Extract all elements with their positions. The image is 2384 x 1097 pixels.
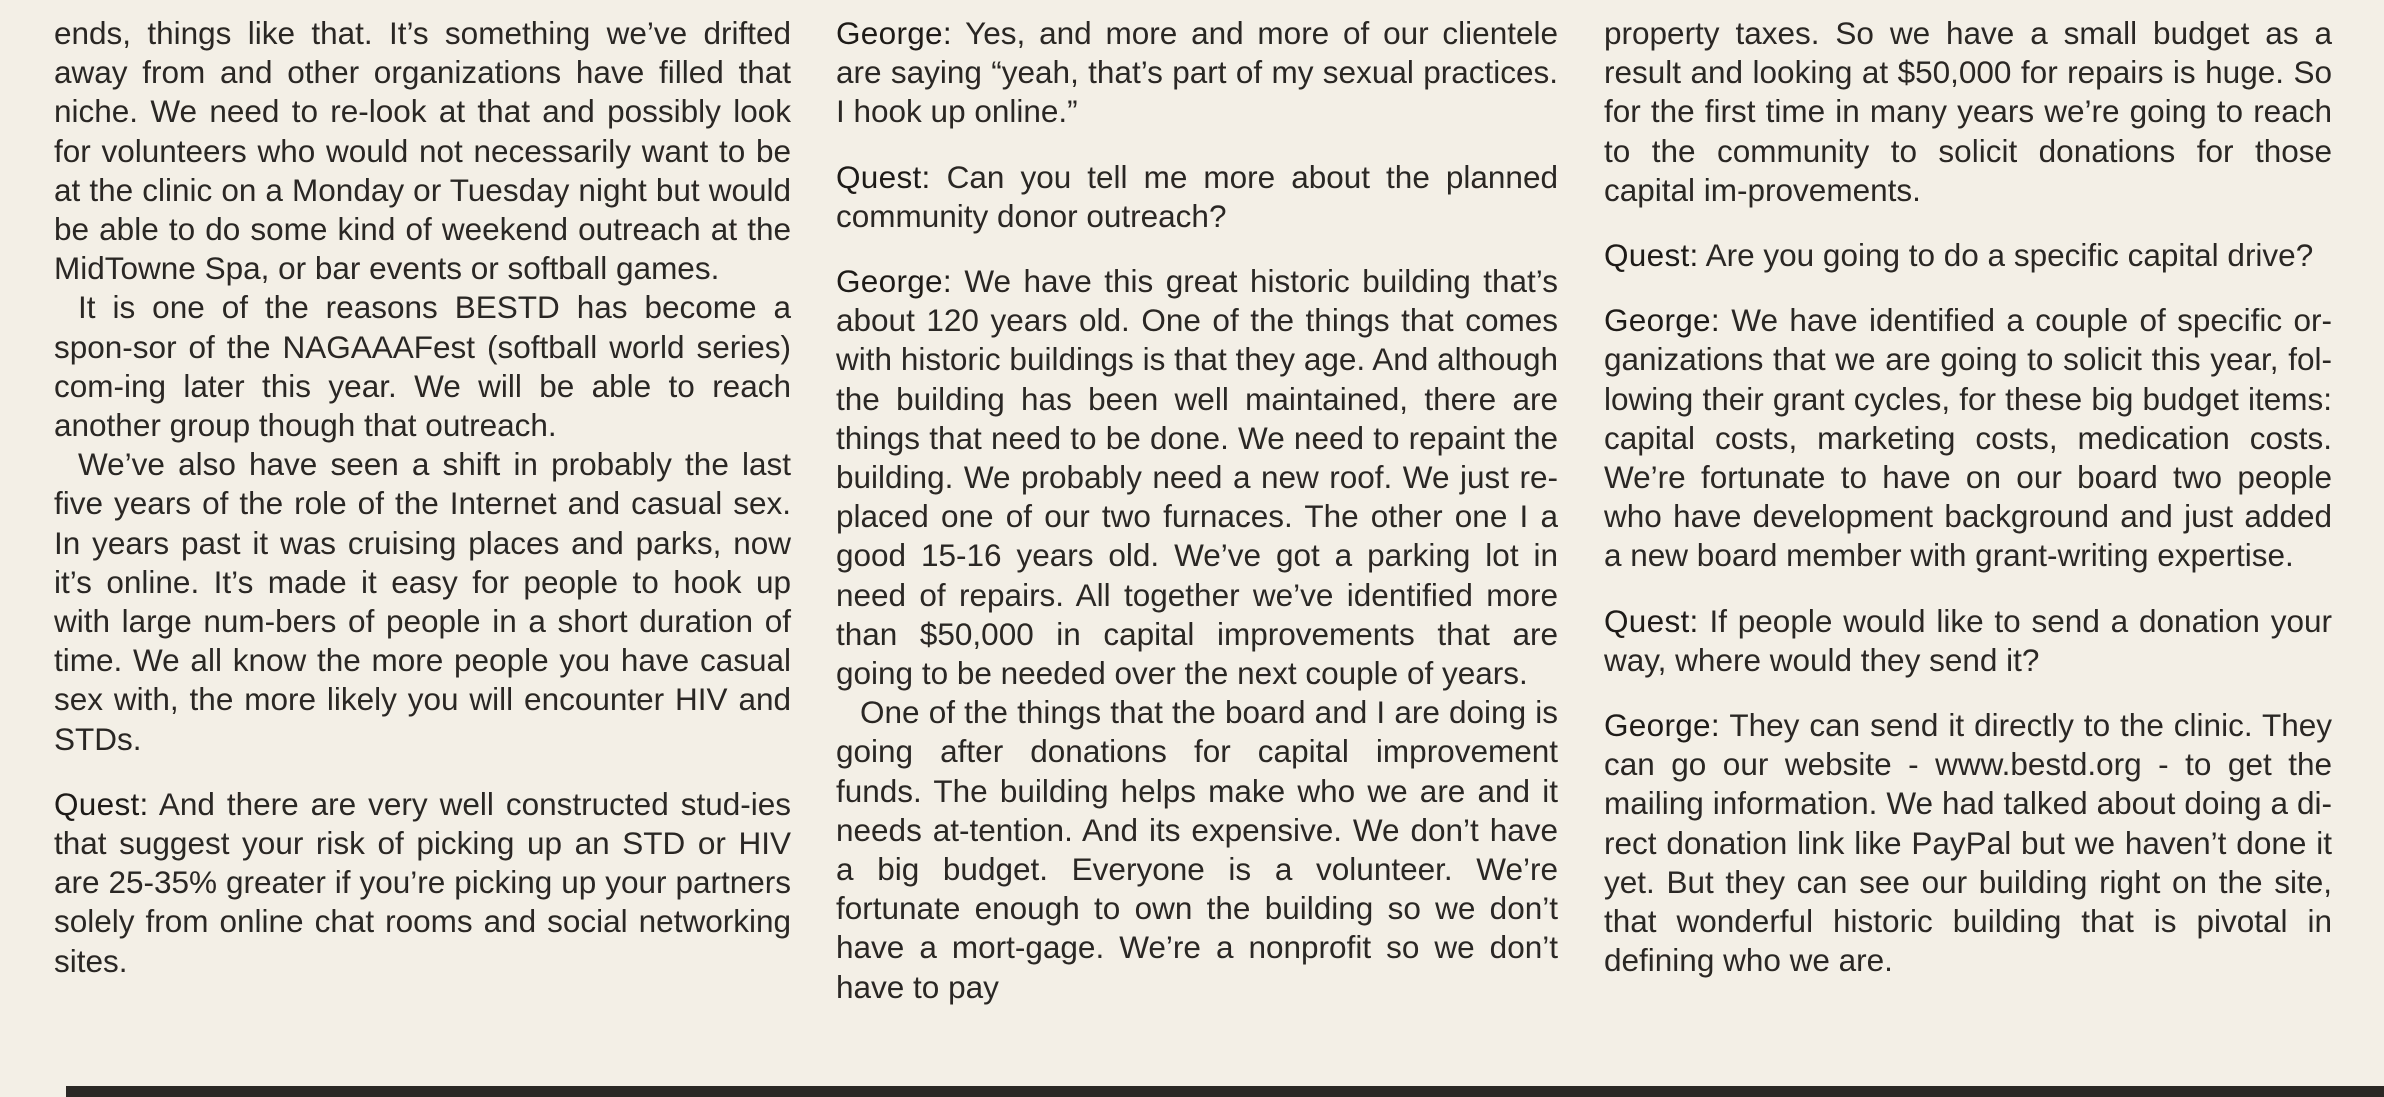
paragraph-text: One of the things that the board and I are doing is going after donations for capital improvement funds. The building helps make who we are and it needs at-tention. And its expensive. We don’t have a big budget. Everyone is a volunteer. We’re fortunate enough to own the building so we don’t have a mort-gage. We’re a nonprofit so we don’t have to pay	[836, 694, 1558, 1005]
paragraph	[1604, 602, 2332, 680]
paragraph	[54, 14, 791, 288]
paragraph	[1604, 301, 2332, 575]
bottom-rule	[66, 1086, 2384, 1097]
paragraph	[836, 158, 1558, 236]
paragraph-text: Are you going to do a specific capital drive?	[1705, 237, 2314, 274]
paragraph-text: We’ve also have seen a shift in probably the last five years of the role of the Internet and casual sex. In years past it was cruising places and parks, now it’s online. It’s made it easy for people to hook up with large num-bers of people in a short duration of time. We all know the more people you have casual sex with, the more likely you will encounter HIV and STDs.	[54, 446, 791, 757]
paragraph	[836, 262, 1558, 693]
speaker-label: George:	[836, 263, 952, 300]
paragraph-text: It is one of the reasons BESTD has become a spon-sor of the NAGAAAFest (softball world series) com-ing later this year. We will be able to reach another group though that outreach.	[54, 289, 791, 444]
paragraph-text: And there are very well constructed stud-ies that suggest your risk of picking up an STD or HIV are 25-35% greater if you’re picking up your partners solely from online chat rooms and social networking sites.	[54, 785, 791, 979]
paragraph	[836, 14, 1558, 132]
paragraph	[1604, 14, 2332, 210]
paragraph-text: ends, things like that. It’s something we’ve drifted away from and other organizations have filled that niche. We need to re-look at that and possibly look for volunteers who would not necessarily want to be at the clinic on a Monday or Tuesday night but would be able to do some kind of weekend outreach at the MidTowne Spa, or bar events or softball games.	[54, 15, 791, 287]
speaker-label: George:	[1604, 302, 1720, 339]
speaker-label: George:	[836, 15, 952, 51]
speaker-label: Quest:	[1604, 602, 1699, 639]
column-1	[54, 14, 791, 981]
speaker-label: Quest:	[1604, 237, 1699, 274]
speaker-label: Quest:	[836, 158, 931, 195]
paragraph-text: We have identified a couple of specific or-ganizations that we are going to solicit this year, fol-lowing their grant cycles, for these big budget items: capital costs, marketing costs, medication costs. We’re fortunate to have on our board two people who have development background and just added a new board member with grant-writing expertise.	[1604, 302, 2332, 574]
paragraph	[836, 693, 1558, 1007]
paragraph	[54, 288, 791, 445]
paragraph	[1604, 706, 2332, 980]
paragraph	[54, 785, 791, 981]
column-3	[1604, 14, 2332, 980]
paragraph	[1604, 236, 2332, 275]
speaker-label: Quest:	[54, 785, 149, 822]
speaker-label: George:	[1604, 707, 1720, 744]
paragraph-text: If people would like to send a donation your way, where would they send it?	[1604, 602, 2332, 678]
paragraph-text: Can you tell me more about the planned community donor outreach?	[836, 158, 1558, 234]
paragraph-text: They can send it directly to the clinic. They can go our website - www.bestd.org - to get the mailing information. We had talked about doing a di-rect donation link like PayPal but we haven’t done it yet. But they can see our building right on the site, that wonderful historic building that is pivotal in defining who we are.	[1604, 707, 2332, 979]
paragraph-text: Yes, and more and more of our clientele are saying “yeah, that’s part of my sexual practices. I hook up online.”	[836, 15, 1558, 130]
paragraph	[54, 445, 791, 759]
column-2	[836, 14, 1558, 1007]
paragraph-text: property taxes. So we have a small budget as a result and looking at $50,000 for repairs is huge. So for the first time in many years we’re going to reach to the community to solicit donations for those capital im-provements.	[1604, 15, 2332, 208]
paragraph-text: We have this great historic building that’s about 120 years old. One of the things that comes with historic buildings is that they age. And although the building has been well maintained, there are things that need to be done. We need to repaint the building. We probably need a new roof. We just re-placed one of our two furnaces. The other one I a good 15-16 years old. We’ve got a parking lot in need of repairs. All together we’ve identified more than $50,000 in capital improvements that are going to be needed over the next couple of years.	[836, 263, 1558, 692]
